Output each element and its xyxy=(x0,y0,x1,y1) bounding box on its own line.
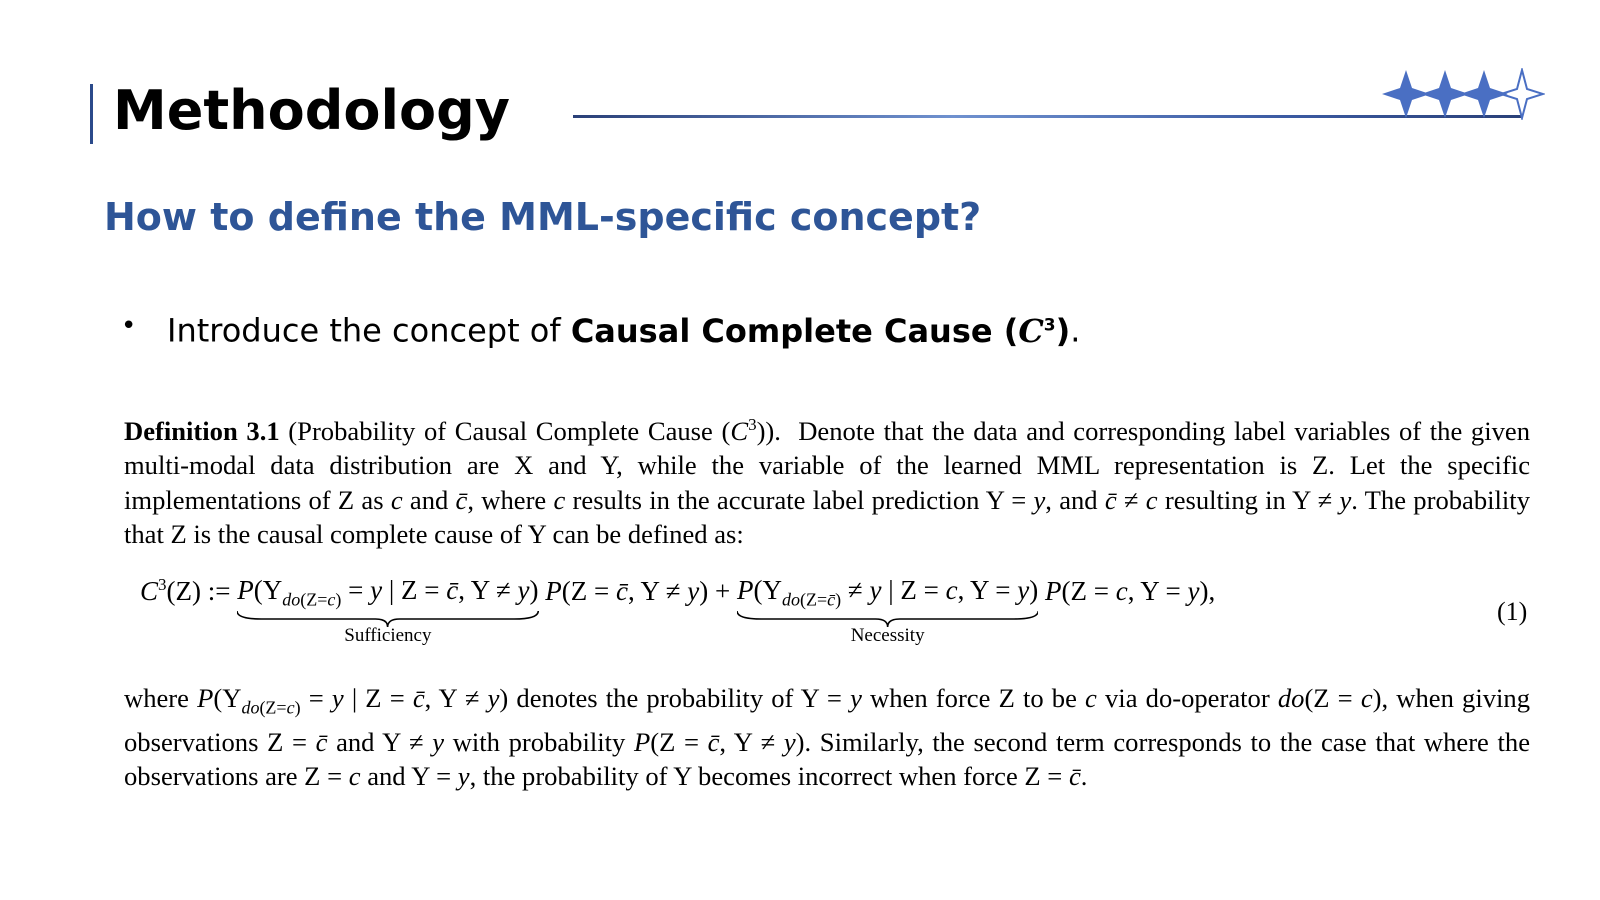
four-point-stars-icon xyxy=(1380,68,1545,120)
definition-paragraph: Definition 3.1 (Probability of Causal Complete Cause $(C^3)$). Denote that the data and corresponding label variables of the given multi-modal data distribution are X and Y, while the variable of the learned MML representation is Z. Let the specific implementations of Z as c and c̄, where c results in the accurate label prediction Y = y, and c̄ ≠ c resulting in Y ≠ y. The probability that Z is the causal complete cause of Y can be defined as: xyxy=(124,415,1530,550)
bullet-item: Introduce the concept of Causal Complete Cause $(C^3)$. xyxy=(167,311,1081,350)
section-subtitle: How to define the MML-specific concept? xyxy=(104,195,982,239)
bullet-math: C xyxy=(1018,311,1044,350)
sufficiency-term: $P(Y_{do(Z=c)} = y$ | Z = c̄, Y ≠ y) Sufficiency xyxy=(237,575,539,646)
bullet-bold: Causal Complete Cause ( xyxy=(570,311,1019,350)
bullet-dot: • xyxy=(121,311,137,341)
equation-number: (1) xyxy=(1497,597,1528,626)
equation-c3: $C^3(Z)$ := $P(Y_{do(Z=c)} = y$ | Z = c̄, Y ≠ y) Sufficiency P(Z = c̄, $Y \ne y) + P(Y_{do(Z=c̄)} \ne y$ | Z = c, Y = y) Necessity P(Z = c, Y = y), xyxy=(140,575,1216,646)
necessity-label: Necessity xyxy=(850,625,925,646)
necessity-term: $P(Y_{do(Z=c̄)} \ne y$ | Z = c, Y = y) Necessity xyxy=(737,575,1039,646)
bullet-sup: 3 xyxy=(1043,315,1056,335)
definition-name: (Probability of Causal Complete Cause $(C^3)$). xyxy=(279,415,781,446)
bullet-prefix: Introduce the concept of xyxy=(167,311,571,350)
definition-label: Definition 3.1 xyxy=(124,415,280,446)
explanation-paragraph: where $P(Y_{do(Z=c)} = y$ | Z = c̄, Y ≠ y) denotes the probability of Y = y when force Z to be c via do-operator do(Z = c), when giving observations Z = c̄ and Y ≠ y with probability P(Z = c̄, Y ≠ y). Similarly, the second term corresponds to the case that where the observations are Z = c and Y = y, the probability of Y becomes incorrect when force Z = c̄. xyxy=(124,683,1531,792)
title-accent-bar xyxy=(90,84,93,144)
page-title: Methodology xyxy=(113,79,510,142)
sufficiency-label: Sufficiency xyxy=(344,625,432,646)
